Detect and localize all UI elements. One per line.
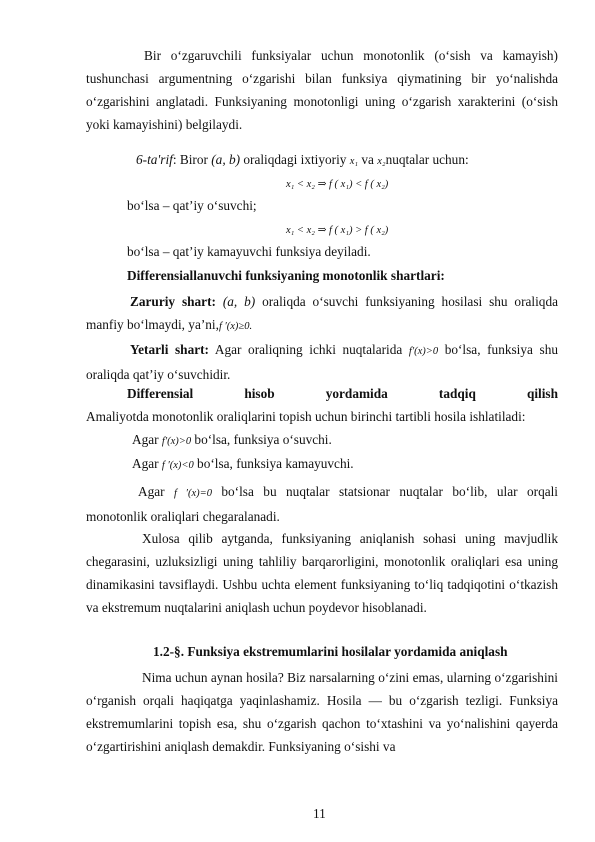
paragraph-sufficient: Yetarli shart: Agar oraliqning ichki nuqtalarida f′(x)>0 bo‘lsa, funksiya shu oraliqda qat’iy o‘suvchidir.: [86, 342, 558, 382]
paragraph-conclusion: Xulosa qilib aytganda, funksiyaning aniqlanish sohasi uning mavjudlik chegarasini, uzluksizligi uning tahliliy barqarorligini, monotonlik oraliqlari esa uning dinamikasini tavsiflaydi. Ushbu uchta element funksiyaning to‘liq tadqiqotini o‘tkazish va ekstremum nuqtalarini aniqlash uchun poydevor hisoblanadi.: [86, 531, 558, 615]
decreasing-text: bo‘lsa – qat’iy kamayuvchi funksiya deyiladi.: [127, 244, 371, 259]
rule-increasing: Agar f′(x)>0 bo‘lsa, funksiya o‘suvchi.: [132, 432, 332, 447]
formula-increasing: x₁ < x₂ ⇒ f ( x₁) < f ( x₂): [286, 179, 389, 190]
formula-decreasing: x₁ < x₂ ⇒ f ( x₁) > f ( x₂): [286, 225, 389, 236]
increasing-text: bo‘lsa – qat’iy o‘suvchi;: [127, 198, 257, 213]
section-heading-conditions: Differensiallanuvchi funksiyaning monotonlik shartlari:: [127, 268, 445, 283]
paragraph-stationary: Agar f ′(x)=0 bo‘lsa bu nuqtalar statsionar nuqtalar bo‘lib, ular orqali monotonlik oraliqlari chegaralanadi.: [86, 484, 559, 524]
differential-text: Amaliyotda monotonlik oraliqlarini topish uchun birinchi tartibli hosila ishlatiladi:: [86, 409, 526, 424]
definition-line: 6-ta'rif: Biror (a, b) oraliqdagi ixtiyoriy x₁ va x₂nuqtalar uchun:: [136, 152, 469, 167]
paragraph-derivative: Nima uchun aynan hosila? Biz narsalarning o‘zini emas, ularning o‘zgarishini o‘rganish orqali haqiqatga yaqinlashamiz. Hosila — bu o‘zgarish tezligi. Funksiya ekstremumlarini topish esa, shu o‘zgarish qachon to‘xtashini va yo‘nalishini qayerda o‘zgartirishini aniqlash demakdir. Funksiyaning o‘sishi va: [86, 670, 558, 754]
rule-decreasing: Agar f ′(x)<0 bo‘lsa, funksiya kamayuvchi.: [132, 456, 354, 471]
paragraph-intro: Bir o‘zgaruvchili funksiyalar uchun monotonlik (o‘sish va kamayish) tushunchasi argumentning o‘zgarishi bilan funksiya qiymatining bir yo‘nalishda o‘zgarishini anglatadi. Funksiyaning monotonligi uning o‘zgarish xarakterini (o‘sish yoki kamayishini) belgilaydi.: [86, 48, 558, 132]
paragraph-necessary: Zaruriy shart: (a, b) oraliqda o‘suvchi funksiyaning hosilasi shu oraliqda manfiy bo‘lmaydi, ya’ni,f ′(x)≥0.: [86, 294, 559, 332]
section-heading-extremum: 1.2-§. Funksiya ekstremumlarini hosilalar yordamida aniqlash: [153, 644, 508, 659]
heading-differential: Differensial hisob yordamida tadqiq qilish: [127, 386, 558, 401]
page-number: 11: [313, 806, 326, 821]
